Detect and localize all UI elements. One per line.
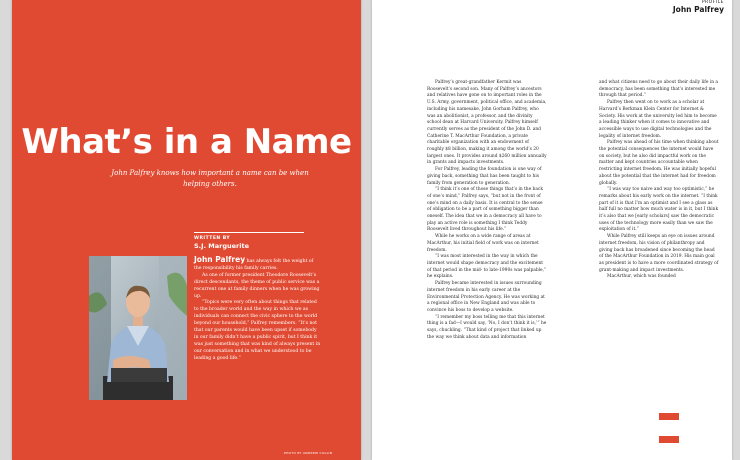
accent-bar-bottom <box>659 436 679 443</box>
author-name: S.J. Marguerite <box>194 242 249 250</box>
column-2-paragraph: “I was way too naive and way too optimistic,” he remarks about his early work on the internet. “I think part of it is that I’m an optimist and I see a glass as half full no matter how much water is in it, but I think it’s also that we [early scholars] saw the democratic uses of the technology more easily than we saw the exploitation of it.” <box>599 187 719 233</box>
intro-text <box>194 257 322 363</box>
column-1-paragraph: “I was most interested in the way in which the internet would shape democracy and the excitement of that period in the mid- to late-1990s was palpable,” he explains. <box>427 254 547 280</box>
portrait-photo <box>89 256 187 400</box>
intro-lead-text: has always felt the weight of the responsibility his family carries. <box>194 259 314 271</box>
column-1-paragraph: “I think it’s one of those things that’s in the back of one’s mind,” Palfrey says, “but not in the front of one’s mind on a daily basis. It is central to the sense of obligation to be a part of something bigger than oneself. The idea that we in a democracy all have to play an active role is something I think Teddy Roosevelt lived throughout his life.” <box>427 187 543 233</box>
photo-credit: PHOTO BY ANDREW COLLIN <box>284 451 333 455</box>
intro-lead-name: John Palfrey <box>194 255 246 264</box>
column-2-paragraph: and what citizens need to go about their daily life in a democracy, has been something that’s interested me through that period.” <box>599 80 718 99</box>
column-2-paragraph: MacArthur, which was founded <box>607 274 676 280</box>
body-column-1 <box>427 80 547 341</box>
left-page <box>12 0 361 460</box>
column-2-paragraph: Palfrey then went on to work as a scholar at Harvard’s Berkman Klein Center for Internet & Society. His work at the university led him to become a leading thinker when it comes to innovative and accessible ways to use digital technologies and the legality of internet freedom. <box>599 100 717 139</box>
column-2-paragraph: Palfrey was ahead of his time when thinking about the potential consequences the internet would have on society, but he also did impactful work on the matter and kept countries accountable when restricting internet freedom. He was initially hopeful about the potential that the internet had for freedom globally. <box>599 140 719 186</box>
intro-paragraph-1 <box>194 257 322 273</box>
column-1-paragraph: Palfrey became interested in issues surrounding internet freedom in his early career at the Environmental Protection Agency. He was working at a regional office in New England and was able to convince his boss to develop a website. <box>427 281 545 313</box>
accent-bar-top <box>659 413 679 420</box>
byline <box>194 232 314 250</box>
column-1-paragraph: While he works on a wide range of areas at MacArthur, his initial field of work was on internet freedom. <box>427 234 539 253</box>
section-tag <box>673 1 724 13</box>
column-1-paragraph: Palfrey’s great-grandfather Kermit was Roosevelt’s second son. Many of Palfrey’s ancestors and relatives have gone on to important roles in the U.S. Army, government, political office, and academia, including his namesake, John Gorham Palfrey, who was an abolitionist, a professor, and the divinity school dean at Harvard University. Palfrey himself currently serves as the president of the John D. and Catherine T. MacArthur Foundation, a private charitable organization with an endowment of roughly $8 billion, making it among the world’s 20 largest ones. It provides around $260 million annually in grants and impacts investments. <box>427 80 547 166</box>
intro-paragraph-3: “Topics were very often about things that related to the broader world and the way in which we as individuals can connect the civic sphere to the world beyond our household,” Palfrey remembers. “It’s not that our parents would have been upset if somebody in our family didn’t have a public spirit, but I think it was just something that was kind of always present in our conversation and in what we understood to be leading a good life.” <box>194 300 321 361</box>
section-name: John Palfrey <box>672 4 724 14</box>
intro-paragraph-2: As one of former president Theodore Roosevelt’s direct descendants, the theme of public service was a recurrent one at family dinners when he was growing up. <box>194 272 320 299</box>
column-1-paragraph: “I remember my boss telling me that this internet thing is a fad—I would say, ‘No, I don’t think it is,’” he says, chuckling. “That kind of project that linked up the way we think about data and information <box>427 314 547 340</box>
written-by-label: WRITTEN BY <box>194 236 231 241</box>
headline: What’s in a Name <box>21 122 352 162</box>
column-1-paragraph: For Palfrey, leading the foundation is one way of giving back, something that has been taught to his family from generation to generation. <box>427 167 542 186</box>
section-kicker: PROFILE <box>701 0 724 5</box>
right-page <box>372 0 732 460</box>
deck: John Palfrey knows how important a name can be when helping others. <box>111 169 309 188</box>
column-2-paragraph: While Palfrey still keeps an eye on issues around internet freedom, his vision of philanthropy and giving back has broadened since becoming the head of the MacArthur Foundation in 2019. His main goal as president is to have a more coordinated strategy of grant-making and impact investments. <box>599 234 719 273</box>
byline-rule <box>194 232 304 233</box>
body-column-2 <box>599 80 719 281</box>
